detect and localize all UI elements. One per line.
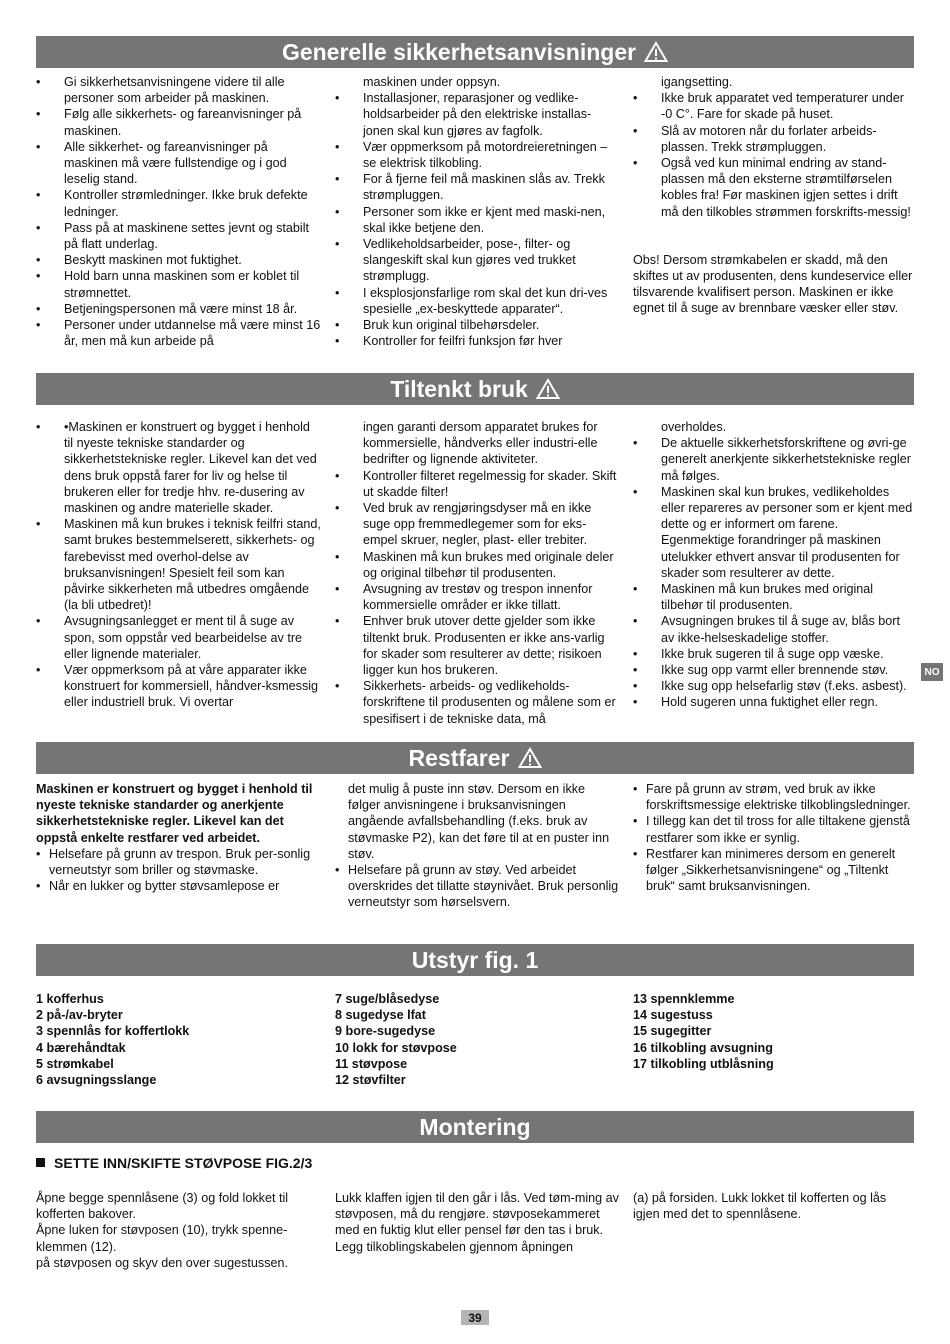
- list-item: • Fare på grunn av strøm, ved bruk av ikke forskriftsmessige elektriske tilkoblingsledninger.: [633, 781, 915, 813]
- list-item: • Ikke bruk sugeren til å suge opp væske.: [633, 646, 913, 662]
- equipment-item: 4 bærehåndtak: [36, 1040, 126, 1055]
- list-item: • Ikke sug opp helsefarlig støv (f.eks. asbest).: [633, 678, 913, 694]
- list-item: • Avsugning av trestøv og trespon innenfor kommersielle områder er ikke tillatt.: [335, 581, 620, 613]
- list-item: • Installasjoner, reparasjoner og vedlike-holdsarbeider på den elektriske installas-jonen skal kun gjøres av fagfolk.: [335, 90, 620, 139]
- section-header-equipment: [36, 944, 914, 976]
- list-item: • Restfarer kan minimeres dersom en generelt følger „Sikkerhetsanvisningene“ og „Tiltenkt bruk“ samt bruksanvisningen.: [633, 846, 915, 895]
- section-title: Tiltenkt bruk: [390, 375, 528, 402]
- section-title: Montering: [419, 1113, 531, 1140]
- list-item: igangsetting.: [661, 75, 733, 89]
- list-item: • Kontroller for feilfri funksjon før hver: [335, 333, 620, 349]
- list-item: • Hold barn unna maskinen som er koblet til strømnettet.: [36, 268, 321, 300]
- list-item: • For å fjerne feil må maskinen slås av. Trekk strømpluggen.: [335, 171, 620, 203]
- residual-risks-col2: [335, 781, 620, 911]
- instruction-paragraph: Åpne begge spennlåsene (3) og fold lokket til kofferten bakover.: [36, 1191, 289, 1222]
- assembly-subheading: SETTE INN/SKIFTE STØVPOSE FIG.2/3: [36, 1155, 312, 1171]
- list-item: • Ved bruk av rengjøringsdyser må en ikke suge opp fremmedlegemer som for eks-empel skruer, negler, plast- eller trebiter.: [335, 500, 620, 549]
- intended-use-col3: [633, 419, 913, 711]
- equipment-item: 10 lokk for støvpose: [335, 1040, 457, 1055]
- list-item: • Personer under utdannelse må være minst 16 år, men må kun arbeide på: [36, 317, 321, 349]
- equipment-item: 12 støvfilter: [335, 1073, 406, 1088]
- equipment-item: 1 kofferhus: [36, 992, 104, 1006]
- general-safety-col2: [335, 74, 620, 349]
- equipment-item: 11 støvpose: [335, 1056, 408, 1071]
- list-item: • Sikkerhets- arbeids- og vedlikeholds-forskriftene til produsenten og målene som er spesifisert i de tekniske data, må: [335, 678, 620, 727]
- list-item: • Ikke bruk apparatet ved temperaturer under -0 C°. Fare for skade på huset.: [633, 90, 913, 122]
- instruction-paragraph: (a) på forsiden. Lukk lokket til kofferten og lås igjen med det to spennlåsene.: [633, 1191, 887, 1222]
- list-item: • Personer som ikke er kjent med maski-nen, skal ikke betjene den.: [335, 204, 620, 236]
- warning-icon: [536, 378, 560, 400]
- list-item: • Når en lukker og bytter støvsamlepose er: [36, 878, 318, 894]
- power-cable-note: Obs! Dersom strømkabelen er skadd, må den skiftes ut av produsenten, dens kundeservice eller tilsvarende kvalifisert person. Maskinen er ikke egnet til å suge av brennbare væsker eller støv.: [633, 252, 913, 316]
- section-header-residual-risks: [36, 742, 914, 774]
- list-item: • Maskinen må kun brukes med original tilbehør til produsenten.: [633, 581, 913, 613]
- instruction-paragraph: Åpne luken for støvposen (10), trykk spenne-klemmen (12).: [36, 1223, 288, 1254]
- list-item: • Bruk kun original tilbehørsdeler.: [335, 317, 620, 333]
- square-bullet-icon: [36, 1158, 45, 1167]
- equipment-item: 8 sugedyse lfat: [335, 1008, 426, 1023]
- list-item: • Vedlikeholdsarbeider, pose-, filter- og slangeskift skal kun gjøres ved trukket strømplugg.: [335, 236, 620, 285]
- section-header-general-safety: [36, 36, 914, 68]
- section-title: Generelle sikkerhetsanvisninger: [281, 38, 637, 65]
- list-item: • Maskinen må kun brukes i teknisk feilfri stand, samt brukes bestemmelserett, sikkerhets- og farebevisst med overhol-delse av bruksanvisningen! Spesielt feil som kan påvirke sikkerheten må utbedres omgående (la bli utbedret)!: [36, 516, 321, 613]
- list-item: ingen garanti dersom apparatet brukes for kommersielle, håndverks eller industri-elle bedrifter og lignende aktiviteter.: [363, 420, 598, 467]
- equipment-item: 3 spennlås for koffertlokk: [36, 1024, 190, 1039]
- list-item: • Vær oppmerksom på motordreieretningen – se elektrisk tilkobling.: [335, 139, 620, 171]
- equipment-item: 6 avsugningsslange: [36, 1073, 157, 1088]
- warning-icon: [518, 747, 542, 769]
- intended-use-col2: [335, 419, 620, 727]
- list-item: • Vær oppmerksom på at våre apparater ikke konstruert for kommersiell, håndver-ksmessig eller industriell bruk. Vi overtar: [36, 662, 321, 711]
- list-item: • Kontroller filteret regelmessig for skader. Skift ut skadde filter!: [335, 468, 620, 500]
- instruction-paragraph: Legg tilkoblingskabelen gjennom åpningen: [335, 1239, 574, 1254]
- equipment-item: 15 sugegitter: [633, 1024, 712, 1039]
- assembly-col2: [335, 1190, 620, 1255]
- instruction-paragraph: Lukk klaffen igjen til den går i lås. Ved tøm-ming av støvposen, må du rengjøre. støvposekammeret med en fuktig klut eller pensel før den tas i bruk.: [335, 1191, 619, 1238]
- assembly-col3: [633, 1190, 913, 1222]
- equipment-col1: [36, 991, 321, 1088]
- list-item: • Slå av motoren når du forlater arbeids-plassen. Trekk strømpluggen.: [633, 123, 913, 155]
- section-title: Restfarer: [408, 744, 510, 771]
- list-item: • Helsefare på grunn av støy. Ved arbeidet overskrides det tillatte støynivået. Bruk personlig verneutstyr som hørselsvern.: [335, 862, 620, 911]
- list-item: • Følg alle sikkerhets- og fareanvisninger på maskinen.: [36, 106, 321, 138]
- list-item: • I eksplosjonsfarlige rom skal det kun dri-ves spesielle „ex-beskyttede apparater“.: [335, 285, 620, 317]
- list-item: • I tillegg kan det til tross for alle tiltakene gjenstå restfarer som ikke er synlig.: [633, 813, 915, 845]
- list-item: • Maskinen skal kun brukes, vedlikeholdes eller repareres av personer som er kjent med dette og er informert om farene. Egenmektige forandringer på maskinen utelukker ethvert ansvar til produsenten for skader som resulterer av dette.: [633, 484, 913, 581]
- general-safety-col1: [36, 74, 321, 349]
- page-number: 39: [461, 1310, 489, 1325]
- list-item: • Kontroller strømledninger. Ikke bruk defekte ledninger.: [36, 187, 321, 219]
- residual-risks-col1: [36, 781, 318, 894]
- general-safety-col3: [633, 74, 913, 317]
- list-item: • Også ved kun minimal endring av stand-plassen må den eksterne strømtilførselen kobles fra! Før maskinen igjen settes i drift må den tilkobles strømmen forskrifts-messig!: [633, 155, 913, 220]
- equipment-item: 13 spennklemme: [633, 992, 735, 1006]
- section-header-intended-use: [36, 373, 914, 405]
- list-item: • •Maskinen er konstruert og bygget i henhold til nyeste tekniske standarder og sikkerhetstekniske regler. Likevel kan det ved dens bruk oppstå farer for liv og helse til brukeren eller for tredje hhv. re-dusering av maskinen og andre materielle skader.: [36, 419, 321, 516]
- list-item: • Pass på at maskinene settes jevnt og stabilt på flatt underlag.: [36, 220, 321, 252]
- equipment-col2: [335, 991, 620, 1088]
- equipment-item: 17 tilkobling utblåsning: [633, 1056, 774, 1071]
- list-item: overholdes.: [661, 420, 727, 434]
- list-item: • Alle sikkerhet- og fareanvisninger på maskinen må være fullstendige og i god leselig stand.: [36, 139, 321, 188]
- intended-use-col1: [36, 419, 321, 711]
- section-header-assembly: [36, 1111, 914, 1143]
- equipment-item: 9 bore-sugedyse: [335, 1024, 436, 1039]
- equipment-item: 14 sugestuss: [633, 1008, 713, 1023]
- instruction-paragraph: på støvposen og skyv den over sugestussen.: [36, 1255, 289, 1270]
- list-item: maskinen under oppsyn.: [363, 75, 501, 89]
- list-item: • Hold sugeren unna fuktighet eller regn.: [633, 694, 913, 710]
- equipment-item: 2 på-/av-bryter: [36, 1008, 123, 1023]
- warning-icon: [644, 41, 668, 63]
- list-item: • Beskytt maskinen mot fuktighet.: [36, 252, 321, 268]
- list-item: • Avsugningen brukes til å suge av, blås bort av ikke-helseskadelige stoffer.: [633, 613, 913, 645]
- equipment-col3: [633, 991, 913, 1072]
- equipment-item: 7 suge/blåsedyse: [335, 992, 440, 1006]
- assembly-col1: [36, 1190, 321, 1271]
- list-item: det mulig å puste inn støv. Dersom en ikke følger anvisningene i bruksanvisningen angående avfallsbehandling (f.eks. bruk av støvmaske P2), kan det føre til at en puster inn støv.: [348, 782, 610, 861]
- section-title: Utstyr fig. 1: [411, 946, 539, 973]
- list-item: • Betjeningspersonen må være minst 18 år.: [36, 301, 321, 317]
- equipment-item: 16 tilkobling avsugning: [633, 1040, 773, 1055]
- list-item: • Ikke sug opp varmt eller brennende støv.: [633, 662, 913, 678]
- list-item: • Helsefare på grunn av trespon. Bruk per-sonlig verneutstyr som briller og støvmaske.: [36, 846, 318, 878]
- list-item: • Gi sikkerhetsanvisningene videre til alle personer som arbeider på maskinen.: [36, 74, 321, 106]
- residual-risks-col3: [633, 781, 915, 894]
- language-tab: NO: [921, 663, 943, 681]
- residual-risks-intro: Maskinen er konstruert og bygget i henhold til nyeste tekniske standarder og anerkjente sikkerhetstekniske regler. Likevel kan det oppstå enkelte restfarer ved arbeidet.: [36, 782, 313, 845]
- list-item: • Maskinen må kun brukes med originale deler og original tilbehør til produsenten.: [335, 549, 620, 581]
- list-item: • De aktuelle sikkerhetsforskriftene og øvri-ge generelt anerkjente sikkerhetstekniske regler må følges.: [633, 435, 913, 484]
- list-item: • Avsugningsanlegget er ment til å suge av spon, som oppstår ved bearbeidelse av tre eller lignende materialer.: [36, 613, 321, 662]
- equipment-item: 5 strømkabel: [36, 1056, 114, 1071]
- list-item: • Enhver bruk utover dette gjelder som ikke tiltenkt bruk. Produsenten er ikke ans-varlig for skader som resulterer av dette; risikoen ligger kun hos brukeren.: [335, 613, 620, 678]
